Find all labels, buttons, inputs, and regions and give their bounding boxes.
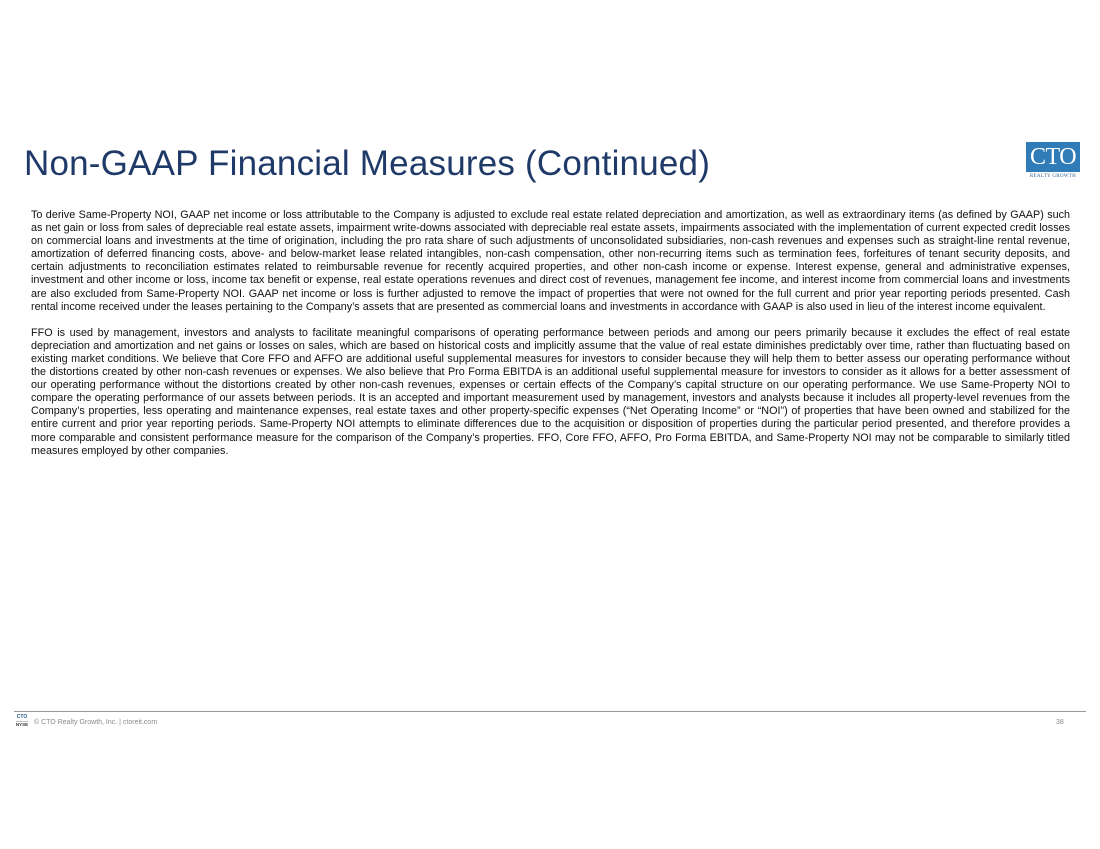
page-number: 38 [1056,719,1064,726]
company-logo [1024,142,1082,186]
logo-tagline: REALTY GROWTH [1029,174,1077,179]
footer-divider [14,711,1086,712]
logo-box [1026,142,1080,172]
page-title: Non-GAAP Financial Measures (Continued) [24,144,711,183]
paragraph-same-property-noi: To derive Same-Property NOI, GAAP net income or loss attributable to the Company is adjusted to exclude real estate related depreciation and amortization, as well as extraordinary items (as defined by GAAP) such as net gain or loss from sales of depreciable real estate assets, impairment write-downs associated with depreciable real estate assets, impairments associated with the implementation of current expected credit losses on commercial loans and investments at the time of origination, including the pro rata share of such adjustments of unconsolidated subsidiaries, non-cash revenues and expenses such as straight-line rental revenue, amortization of deferred financing costs, above- and below-market lease related intangibles, non-cash compensation, other non-recurring items such as termination fees, forfeitures of tenant security deposits, and certain adjustments to reconciliation estimates related to reimbursable revenue for recently acquired properties, and other non-cash income or expense. Interest expense, general and administrative expenses, investment and other income or loss, income tax benefit or expense, real estate operations revenues and direct cost of revenues, management fee income, and interest income from commercial loans and investments are also excluded from Same-Property NOI. GAAP net income or loss is further adjusted to remove the impact of properties that were not owned for the full current and prior year reporting periods presented. Cash rental income received under the leases pertaining to the Company’s assets that are presented as commercial loans and investments in accordance with GAAP is also used in lieu of the interest income equivalent. [31,209,1070,313]
footer-copyright: © CTO Realty Growth, Inc. | ctoreit.com [34,719,158,726]
footer-logo-icon [14,715,30,731]
logo-wordmark: CTO [1029,144,1077,170]
paragraph-ffo: FFO is used by management, investors and analysts to facilitate meaningful comparisons of operating performance between periods and among our peers primarily because it excludes the effect of real estate depreciation and amortization and net gains or losses on sales, which are based on historical costs and implicitly assume that the value of real estate diminishes predictably over time, rather than fluctuating based on existing market conditions. We believe that Core FFO and AFFO are additional useful supplemental measures for investors to consider because they will help them to better assess our operating performance without the distortions created by other non-cash revenues or expenses. We also believe that Pro Forma EBITDA is an additional useful supplemental measure for investors to consider as it allows for a better assessment of our operating performance without the distortions created by other non-cash revenues, expenses or certain effects of the Company’s capital structure on our operating performance. We use Same-Property NOI to compare the operating performance of our assets between periods. It is an accepted and important measurement used by management, investors and analysts because it includes all property-level revenues from the Company’s properties, less operating and maintenance expenses, real estate taxes and other property-specific expenses (“Net Operating Income” or “NOI”) of properties that have been owned and stabilized for the entire current and prior year reporting periods. Same-Property NOI attempts to eliminate differences due to the acquisition or disposition of properties during the particular period presented, and therefore provides a more comparable and consistent performance measure for the comparison of the Company’s properties. FFO, Core FFO, AFFO, Pro Forma EBITDA, and Same-Property NOI may not be comparable to similarly titled measures employed by other companies. [31,326,1070,457]
body-text [31,209,1070,471]
footer-logo-cto: CTO [16,714,28,720]
footer-logo-nyse: NYSE [15,721,29,727]
